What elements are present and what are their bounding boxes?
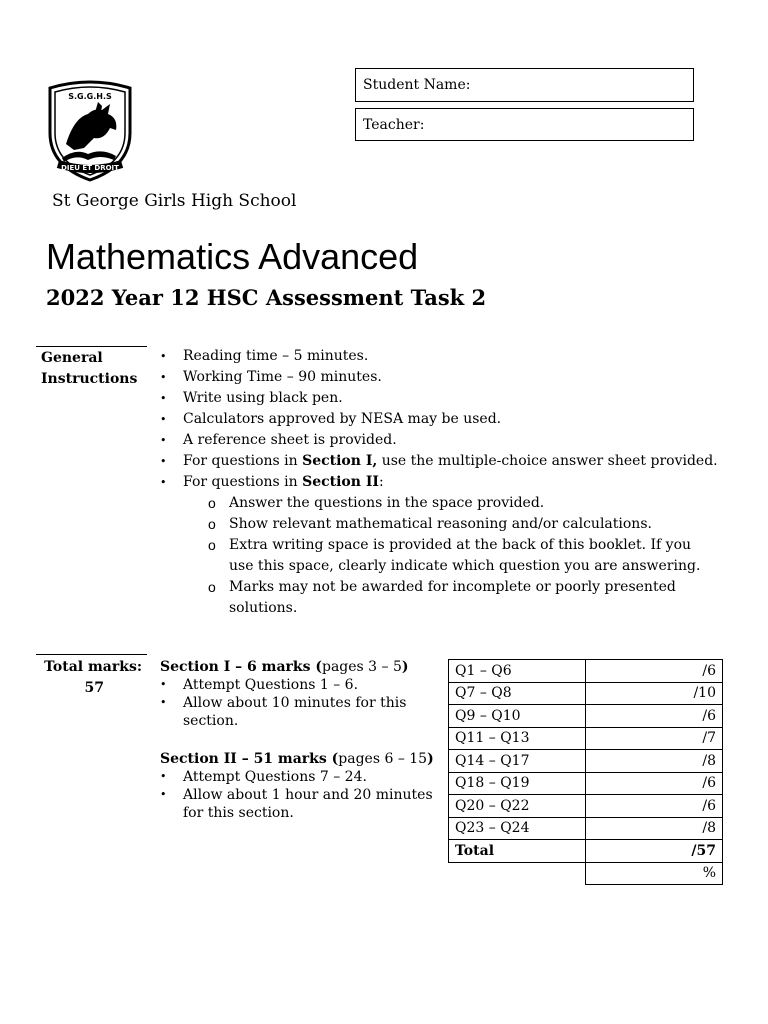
teacher-label: Teacher:: [363, 117, 425, 133]
table-row: Q11 – Q13 /7: [449, 727, 723, 750]
table-row: Q18 – Q19 /6: [449, 772, 723, 795]
table-row: Q1 – Q6 /6: [449, 660, 723, 683]
divider: [36, 654, 147, 655]
general-instructions-heading: General Instructions: [41, 350, 138, 387]
school-crest-logo: [44, 78, 136, 182]
table-row: Q9 – Q10 /6: [449, 705, 723, 728]
marks-table: [448, 659, 723, 885]
list-item: • Allow about 1 hour and 20 minutes for this section.: [160, 786, 443, 822]
page-title: Mathematics Advanced: [46, 236, 419, 277]
divider: [36, 346, 147, 347]
general-instructions-list: [160, 346, 740, 619]
page-subtitle: 2022 Year 12 HSC Assessment Task 2: [46, 285, 487, 310]
table-row: Q14 – Q17 /8: [449, 750, 723, 773]
section-1-heading: Section I – 6 marks (pages 3 – 5): [160, 659, 409, 675]
sub-list-item: o Show relevant mathematical reasoning and/or calculations.: [183, 514, 740, 535]
list-item: • Attempt Questions 7 – 24.: [160, 768, 440, 786]
table-row: Q20 – Q22 /6: [449, 795, 723, 818]
student-name-label: Student Name:: [363, 77, 471, 93]
list-item: • Reading time – 5 minutes.: [160, 346, 740, 367]
list-item: • Allow about 10 minutes for this section.: [160, 694, 423, 730]
percent-row: %: [449, 862, 723, 885]
total-marks-value: 57: [84, 680, 104, 696]
list-item: • A reference sheet is provided.: [160, 430, 740, 451]
list-item: • Write using black pen.: [160, 388, 740, 409]
student-name-field[interactable]: [355, 68, 694, 102]
sub-list-item: o Answer the questions in the space provided.: [183, 493, 740, 514]
sub-list-item: o Extra writing space is provided at the back of this booklet. If you use this space, clearly indicate which question you are answering.: [183, 535, 714, 577]
total-row: Total /57: [449, 840, 723, 863]
teacher-field[interactable]: [355, 108, 694, 141]
crest-motto: DIEU ET DROIT: [61, 164, 119, 172]
list-item: • Attempt Questions 1 – 6.: [160, 676, 440, 694]
school-name: St George Girls High School: [52, 191, 297, 211]
table-row: Q7 – Q8 /10: [449, 682, 723, 705]
list-item: • Working Time – 90 minutes.: [160, 367, 740, 388]
table-row: Q23 – Q24 /8: [449, 817, 723, 840]
sub-list-item: o Marks may not be awarded for incomplete or poorly presented solutions.: [183, 577, 714, 619]
list-item: • For questions in Section I, use the multiple-choice answer sheet provided.: [160, 451, 740, 472]
sections-info: [160, 658, 440, 822]
section-2-heading: Section II – 51 marks (pages 6 – 15): [160, 751, 434, 767]
list-item: • Calculators approved by NESA may be used.: [160, 409, 740, 430]
crest-top-text: S.G.G.H.S: [68, 92, 112, 101]
total-marks-heading: Total marks: 57: [38, 657, 142, 699]
list-item: • For questions in Section II: o Answer the questions in the space provided. o Show relevant mathematical reasoning and/or calculations. o Extra writing space is provided at the back of this booklet. If you use this space, clearly indicate which question you are answering. o Marks may not be awarded for incomplete or poorly presented solutions.: [160, 472, 740, 619]
